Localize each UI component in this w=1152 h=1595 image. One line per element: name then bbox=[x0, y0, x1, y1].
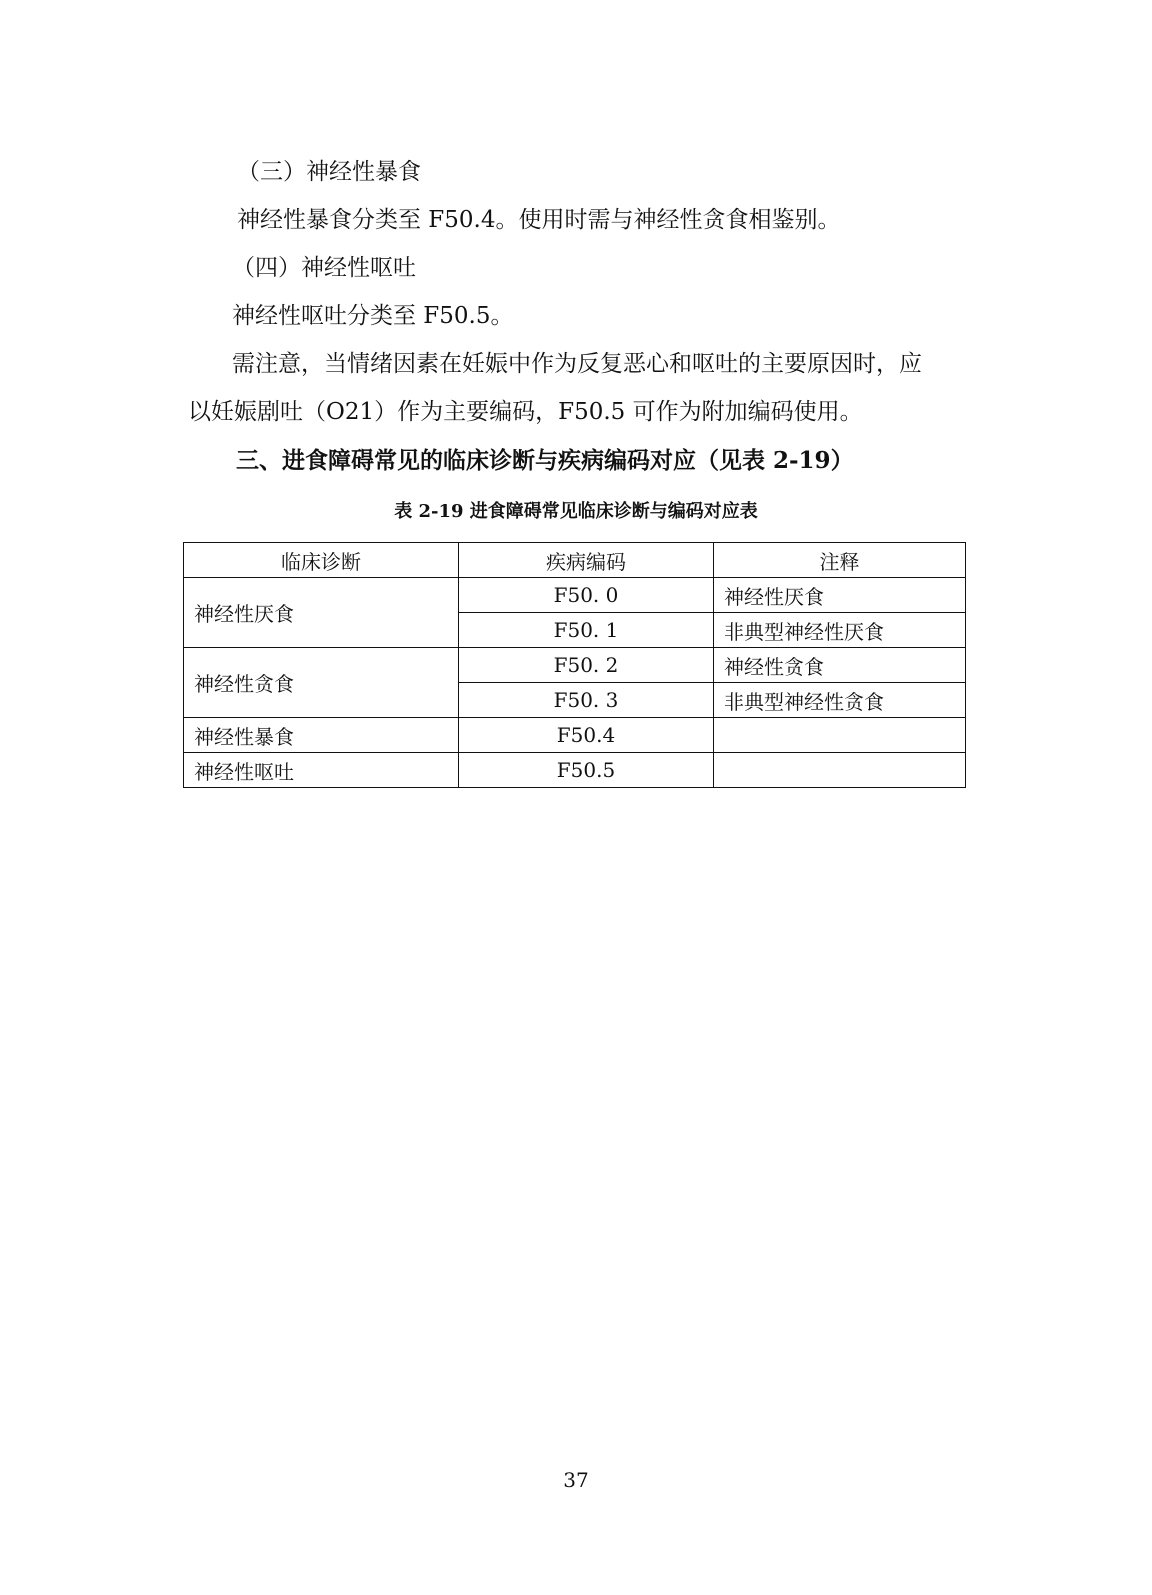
table-header-row bbox=[184, 543, 966, 578]
table-row bbox=[184, 718, 966, 753]
diagnosis-cell: 神经性厌食 bbox=[184, 578, 459, 648]
code-cell: F50. 1 bbox=[459, 613, 714, 648]
code-cell: F50. 3 bbox=[459, 683, 714, 718]
paragraph-pregnancy-note-line1: 需注意，当情绪因素在妊娠中作为反复恶心和呕吐的主要原因时，应 bbox=[232, 351, 922, 377]
diagnosis-code-table bbox=[183, 542, 966, 788]
note-cell: 神经性贪食 bbox=[714, 648, 966, 683]
code-cell: F50. 2 bbox=[459, 648, 714, 683]
header-code: 疾病编码 bbox=[459, 543, 714, 578]
diagnosis-cell: 神经性贪食 bbox=[184, 648, 459, 718]
code-cell: F50.4 bbox=[459, 718, 714, 753]
note-cell bbox=[714, 718, 966, 753]
note-cell: 非典型神经性厌食 bbox=[714, 613, 966, 648]
diagnosis-cell: 神经性呕吐 bbox=[184, 753, 459, 788]
header-note: 注释 bbox=[714, 543, 966, 578]
code-cell: F50. 0 bbox=[459, 578, 714, 613]
diagnosis-cell: 神经性暴食 bbox=[184, 718, 459, 753]
header-diagnosis: 临床诊断 bbox=[184, 543, 459, 578]
table-row bbox=[184, 648, 966, 683]
subheading-psychogenic-vomiting: （四）神经性呕吐 bbox=[232, 255, 416, 281]
paragraph-vomiting-code: 神经性呕吐分类至 F50.5。 bbox=[232, 303, 514, 329]
code-cell: F50.5 bbox=[459, 753, 714, 788]
paragraph-pregnancy-note-line2: 以妊娠剧吐（O21）作为主要编码，F50.5 可作为附加编码使用。 bbox=[188, 399, 863, 425]
note-cell: 非典型神经性贪食 bbox=[714, 683, 966, 718]
note-cell: 神经性厌食 bbox=[714, 578, 966, 613]
note-cell bbox=[714, 753, 966, 788]
subheading-bulimia-nervosa: （三）神经性暴食 bbox=[237, 159, 421, 185]
table-row bbox=[184, 753, 966, 788]
table-row bbox=[184, 578, 966, 613]
paragraph-bulimia-code: 神经性暴食分类至 F50.4。使用时需与神经性贪食相鉴别。 bbox=[237, 207, 841, 233]
section-heading: 三、进食障碍常见的临床诊断与疾病编码对应（见表 2-19） bbox=[236, 447, 854, 474]
page-number: 37 bbox=[563, 1468, 589, 1492]
table-caption: 表 2-19 进食障碍常见临床诊断与编码对应表 bbox=[394, 501, 758, 522]
